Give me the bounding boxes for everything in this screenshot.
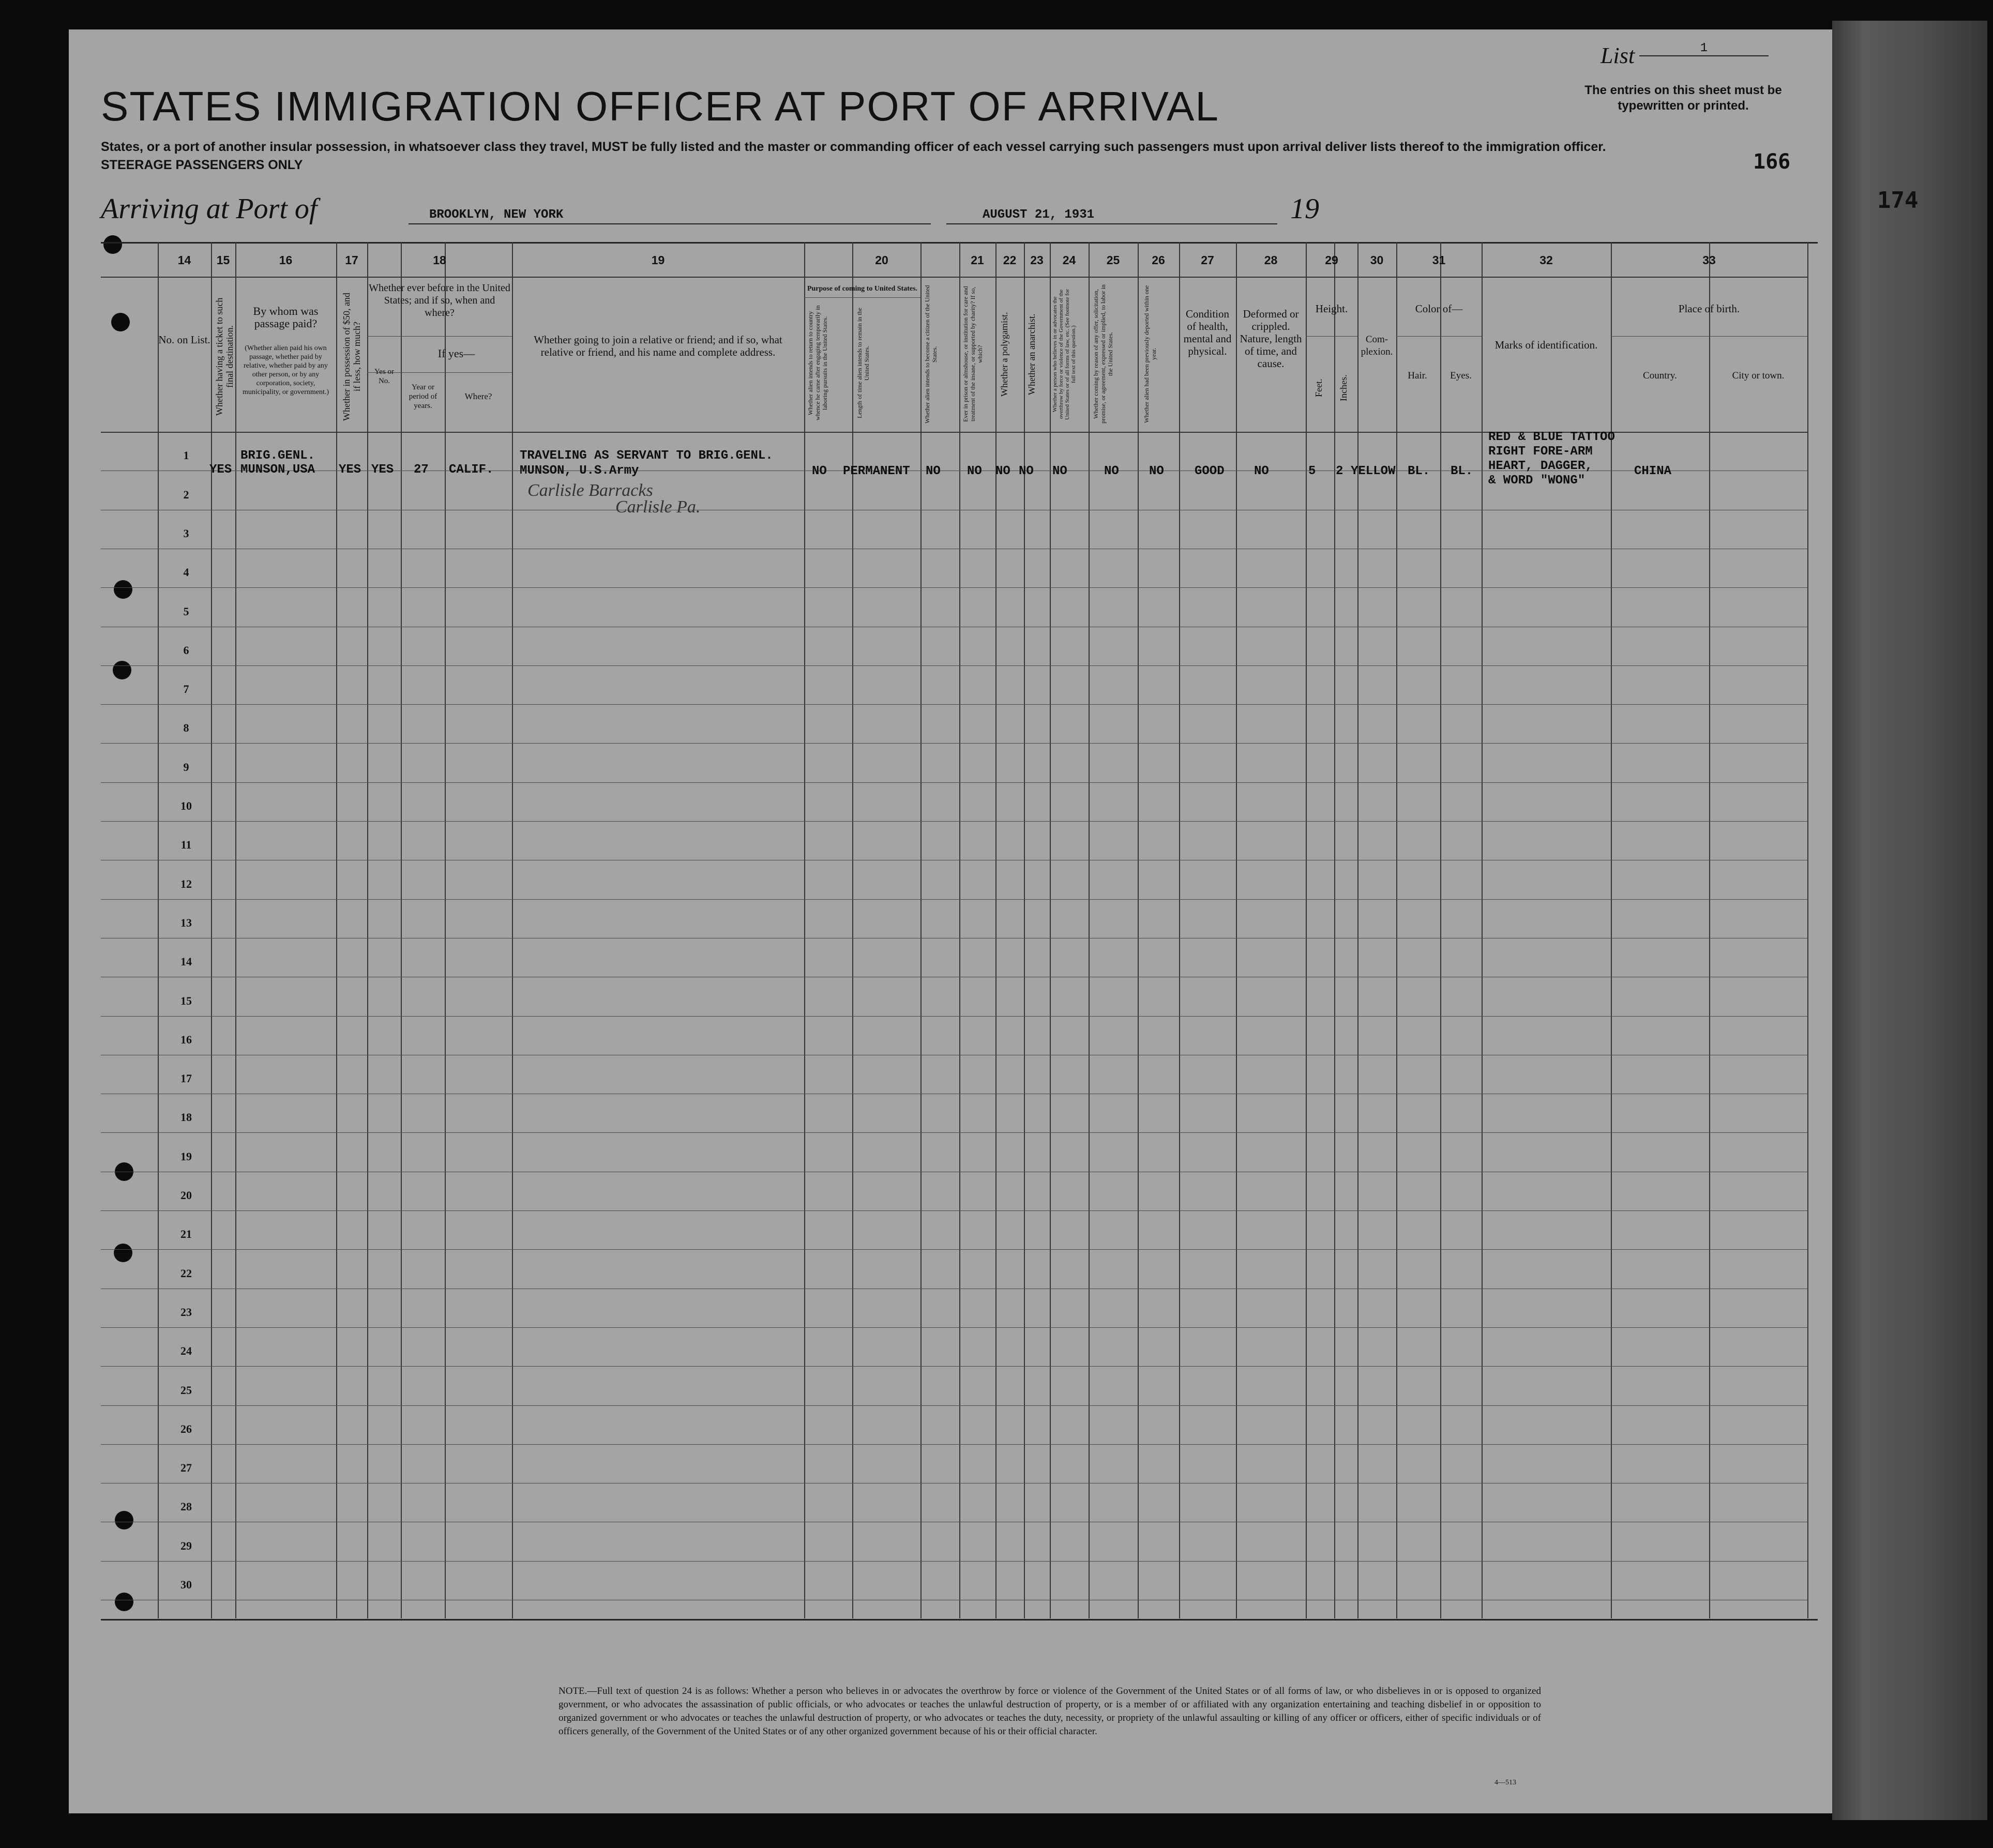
- row-number: 25: [180, 1384, 192, 1397]
- row-line: [101, 1210, 1807, 1211]
- entry-deformed: NO: [1254, 464, 1269, 478]
- entry-purpose-return: NO: [812, 464, 827, 478]
- col-num-17: 17: [345, 253, 358, 267]
- adjacent-page-number: 174: [1877, 187, 1919, 214]
- row-line: [101, 704, 1807, 705]
- adjacent-page-edge: [1832, 21, 1987, 1820]
- col-16-subheader: (Whether alien paid his own passage, whether paid by relative, whether paid by any other person, or by any corporation, society, municipality, or government.): [242, 344, 329, 396]
- row-line: [101, 587, 1807, 588]
- col-29-inches: Inches.: [1338, 374, 1349, 401]
- row-number: 14: [180, 955, 192, 968]
- col-33-city: City or town.: [1732, 370, 1785, 381]
- col-19-header: Whether going to join a relative or friend; and if so, what relative or friend, and his name and complete address.: [534, 334, 782, 358]
- row-number: 28: [180, 1500, 192, 1513]
- entry-prison: NO: [967, 464, 982, 478]
- col-31-eyes: Eyes.: [1450, 370, 1472, 381]
- year-prefix: 19: [1290, 193, 1319, 225]
- col-30-header: Com-plexion.: [1361, 334, 1393, 357]
- row-number: 22: [180, 1267, 192, 1280]
- row-number: 20: [180, 1189, 192, 1202]
- entry-purpose-citizen: NO: [926, 464, 941, 478]
- row-number: 4: [183, 566, 189, 579]
- col-num-24: 24: [1062, 253, 1076, 267]
- entry-join-line1: TRAVELING AS SERVANT TO BRIG.GENL.: [520, 449, 773, 463]
- entries-note: The entries on this sheet must be typewritten or printed.: [1584, 83, 1782, 113]
- row-number: 11: [180, 838, 192, 851]
- col-20b-header: Length of time alien intends to remain in the United States.: [856, 308, 870, 418]
- row-number: 16: [180, 1033, 192, 1046]
- col-17-header: Whether in possession of $50, and if less, how much?: [341, 293, 362, 421]
- row-number: 19: [180, 1150, 192, 1163]
- arriving-label: Arriving at Port of: [101, 193, 318, 225]
- col-num-25: 25: [1106, 253, 1120, 267]
- entry-complexion: YELLOW: [1351, 464, 1396, 478]
- col-num-15: 15: [216, 253, 230, 267]
- col-24-header: Whether a person who believes in or advocates the overthrow by force or violence of the Government of the United States or of all forms of law, etc. (See footnote for full text of this question.): [1052, 289, 1077, 420]
- row-number: 1: [183, 449, 189, 462]
- col-num-16: 16: [279, 253, 293, 267]
- list-label: List: [1601, 43, 1635, 68]
- entry-before-yes: YES: [371, 463, 394, 477]
- entry-hair: BL.: [1408, 464, 1430, 478]
- sheet-number: 166: [1753, 150, 1791, 174]
- col-num-22: 22: [1003, 253, 1017, 267]
- col-num-27: 27: [1201, 253, 1214, 267]
- col-18-yesno: Yes or No.: [374, 368, 395, 385]
- col-num-21: 21: [971, 253, 984, 267]
- col-num-31: 31: [1432, 253, 1446, 267]
- col-num-20: 20: [875, 253, 888, 267]
- entry-join-handwritten-2: Carlisle Pa.: [615, 497, 701, 517]
- col-num-14: 14: [177, 253, 191, 267]
- col-33-country: Country.: [1643, 370, 1677, 381]
- date-value: AUGUST 21, 1931: [983, 208, 1095, 222]
- row-number: 17: [180, 1072, 192, 1085]
- col-26-header: Whether alien had been previously deported within one year.: [1143, 285, 1157, 423]
- col-15-header: Whether having a ticket to such final destination.: [214, 297, 235, 416]
- entry-purpose-length: PERMANENT: [843, 464, 910, 478]
- footnote: NOTE.—Full text of question 24 is as follows: Whether a person who believes in or advocates the overthrow by force or violence of the Government of the United States or of all forms of law, or who disbelieves in or is opposed to organized government, or who advocates the assassination of public officials, or who advocates or teaches the unlawful destruction of property, or is a member of or affiliated with any organization entertaining and teaching disbelief in or opposition to organized government or who advocates or teaches the unlawful destruction of property, or who advocates or teaches the duty, necessity, or propriety of the unlawful assaulting or killing of any officer or officers, either of specific individuals or of officers generally, of the Government of the United States or of any other organized government because of his or their official character.: [558, 1686, 1541, 1737]
- row-line: [101, 1016, 1807, 1017]
- col-18-where: Where?: [464, 391, 492, 401]
- col-32-header: Marks of identification.: [1494, 339, 1598, 351]
- row-line: [101, 1249, 1807, 1250]
- row-number: 15: [180, 994, 192, 1007]
- entry-before-years: 27: [414, 463, 429, 477]
- row-line: [101, 1405, 1807, 1406]
- col-16-header: By whom was passage paid?: [253, 305, 319, 330]
- row-line: [101, 899, 1807, 900]
- row-line: [101, 665, 1807, 666]
- entry-polygamist: NO: [995, 464, 1010, 478]
- col-num-28: 28: [1264, 253, 1278, 267]
- col-29-feet: Feet.: [1313, 378, 1324, 397]
- row-line: [101, 1561, 1807, 1562]
- col-22-header: Whether a polygamist.: [999, 312, 1009, 397]
- row-line: [101, 1132, 1807, 1133]
- col-num-19: 19: [651, 253, 665, 267]
- col-num-30: 30: [1370, 253, 1384, 267]
- row-number: 24: [180, 1344, 192, 1357]
- entry-country: CHINA: [1634, 464, 1672, 478]
- entry-deported: NO: [1149, 464, 1164, 478]
- row-line: [101, 1366, 1807, 1367]
- col-25-header: Whether coming by reason of any offer, solicitation, promise, or agreement, expressed or implied, to labor in the United States.: [1092, 284, 1114, 424]
- col-18-years: Year or period of years.: [409, 383, 437, 410]
- col-20-header: Purpose of coming to United States.: [807, 285, 918, 293]
- entry-height-inches: 2: [1336, 464, 1343, 478]
- entry-marks-line3: HEART, DAGGER,: [1488, 459, 1593, 473]
- entry-paid-by-line1: BRIG.GENL.: [240, 449, 315, 463]
- col-20a-header: Whether alien intends to return to country whence he came after engaging temporarily in laboring pursuits in the United States.: [807, 305, 828, 421]
- row-line: [101, 821, 1807, 822]
- row-number: 5: [183, 605, 189, 618]
- col-14-header: No. on List.: [158, 334, 210, 346]
- steerage-note: STEERAGE PASSENGERS ONLY: [101, 158, 303, 172]
- row-line: [101, 782, 1807, 783]
- form-number: 4—513: [1494, 1779, 1516, 1786]
- entry-height-feet: 5: [1308, 464, 1316, 478]
- row-number: 3: [183, 527, 189, 540]
- row-number: 8: [183, 721, 189, 734]
- row-number: 29: [180, 1539, 192, 1552]
- entry-marks-line1: RED & BLUE TATTOO: [1488, 430, 1615, 444]
- row-number: 6: [183, 644, 189, 657]
- entry-has-50: YES: [339, 463, 361, 477]
- entry-q24: NO: [1052, 464, 1067, 478]
- col-num-32: 32: [1539, 253, 1553, 267]
- page-subtitle: States, or a port of another insular possession, in whatsoever class they travel, MUST be fully listed and the master or commanding officer of each vessel carrying such passengers must upon arrival deliver lists thereof to the immigration officer.: [101, 140, 1606, 154]
- col-23-header: Whether an anarchist.: [1026, 313, 1037, 395]
- row-number: 21: [180, 1228, 192, 1240]
- row-number: 26: [180, 1422, 192, 1435]
- list-number: 1: [1639, 41, 1769, 56]
- row-number: 10: [180, 799, 192, 812]
- row-number: 2: [183, 488, 189, 501]
- port-value: BROOKLYN, NEW YORK: [429, 208, 564, 222]
- row-number: 27: [180, 1461, 192, 1474]
- entry-join-line2: MUNSON, U.S.Army: [520, 464, 639, 478]
- col-18-ifyes: If yes—: [437, 347, 475, 360]
- col-num-29: 29: [1325, 253, 1338, 267]
- entry-marks-line4: & WORD "WONG": [1488, 474, 1586, 488]
- col-21-header: Ever in prison or almshouse, or institution for care and treatment of the insane, or supported by charity? If so, which?: [962, 286, 984, 422]
- entry-paid-by-line2: MUNSON,USA: [240, 463, 315, 477]
- col-20c-header: Whether alien intends to become a citizen of the United States.: [924, 285, 938, 423]
- col-num-26: 26: [1152, 253, 1165, 267]
- col-28-header: Deformed or crippled. Nature, length of time, and cause.: [1240, 308, 1302, 370]
- col-18-header: Whether ever before in the United States; and if so, when and where?: [369, 282, 510, 319]
- entry-offer: NO: [1104, 464, 1119, 478]
- col-33-header: Place of birth.: [1678, 302, 1740, 315]
- page-title: STATES IMMIGRATION OFFICER AT PORT OF ARRIVAL: [101, 83, 1219, 129]
- row-number: 13: [180, 916, 192, 929]
- row-number: 9: [183, 761, 189, 774]
- col-num-33: 33: [1702, 253, 1716, 267]
- row-number: 18: [180, 1111, 192, 1124]
- col-31-header: Color of—: [1415, 302, 1463, 315]
- entry-join-handwritten-1: Carlisle Barracks: [527, 481, 653, 500]
- col-31-hair: Hair.: [1408, 370, 1427, 381]
- row-line: [101, 743, 1807, 744]
- entry-anarchist: NO: [1019, 464, 1034, 478]
- row-number: 12: [180, 877, 192, 890]
- row-number: 30: [180, 1578, 192, 1591]
- row-line: [101, 1444, 1807, 1445]
- row-number: 7: [183, 683, 189, 695]
- col-num-23: 23: [1030, 253, 1044, 267]
- col-29-header: Height.: [1315, 302, 1348, 315]
- entry-before-where: CALIF.: [449, 463, 494, 477]
- entry-marks-line2: RIGHT FORE-ARM: [1488, 445, 1593, 459]
- col-27-header: Condition of health, mental and physical.: [1183, 308, 1232, 357]
- entry-health: GOOD: [1195, 464, 1225, 478]
- entry-eyes: BL.: [1451, 464, 1473, 478]
- entry-ticket: YES: [209, 463, 232, 477]
- row-line: [101, 1327, 1807, 1328]
- col-num-18: 18: [433, 253, 446, 267]
- row-number: 23: [180, 1306, 192, 1319]
